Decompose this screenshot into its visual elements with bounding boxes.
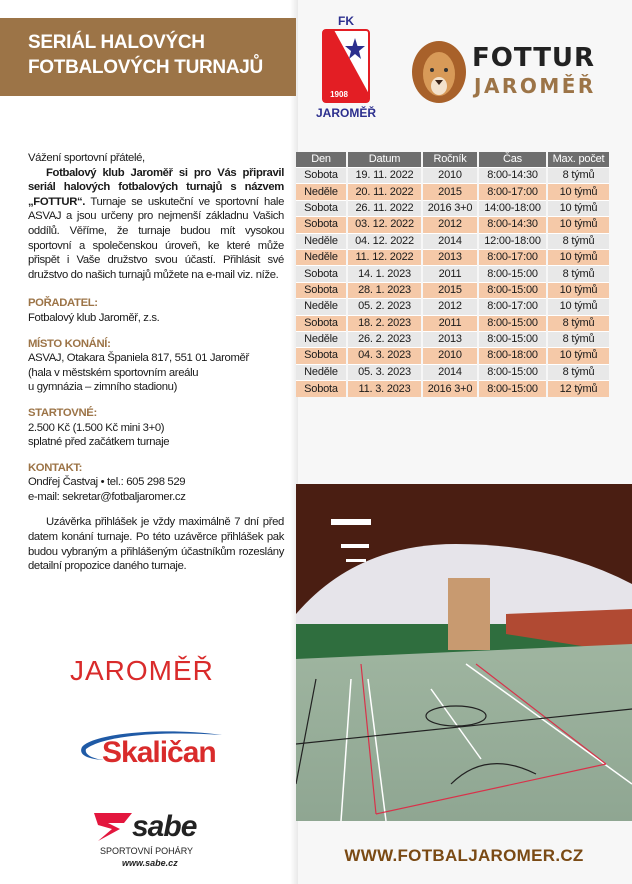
table-cell: 10 týmů (547, 217, 610, 233)
venue-line: (hala v městském sportovním areálu (28, 366, 199, 379)
sabe-url: www.sabe.cz (122, 858, 178, 868)
table-cell: 2011 (422, 315, 478, 331)
table-cell: Sobota (296, 348, 347, 364)
table-row (296, 168, 610, 184)
table-cell: Neděle (296, 233, 347, 249)
table-cell: 2016 3+0 (422, 200, 478, 216)
table-cell: 03. 12. 2022 (347, 217, 422, 233)
sabe-swoosh-icon (94, 813, 134, 843)
table-cell: 26. 2. 2023 (347, 331, 422, 347)
table-cell: 14. 1. 2023 (347, 266, 422, 282)
header-cell: Den (296, 152, 347, 168)
title-banner (0, 18, 296, 96)
fee-label: STARTOVNÉ: (28, 406, 97, 419)
table-row (296, 217, 610, 233)
table-cell: 2015 (422, 282, 478, 298)
skalican-wordmark: Skaličan (102, 736, 216, 769)
table-cell: 8 týmů (547, 233, 610, 249)
venue-section (28, 337, 284, 395)
table-row (296, 364, 610, 380)
table-cell: 2016 3+0 (422, 381, 478, 397)
table-cell: Neděle (296, 249, 347, 265)
table-cell: 2010 (422, 168, 478, 184)
table-cell: 28. 1. 2023 (347, 282, 422, 298)
svg-text:1908: 1908 (330, 90, 348, 99)
website-link[interactable]: WWW.FOTBALJAROMER.CZ (344, 846, 584, 865)
table-cell: 8:00-15:00 (478, 364, 547, 380)
table-cell: 11. 12. 2022 (347, 249, 422, 265)
table-cell: 2012 (422, 299, 478, 315)
table-cell: Sobota (296, 381, 347, 397)
table-cell: 8:00-15:00 (478, 315, 547, 331)
table-cell: 8:00-17:00 (478, 249, 547, 265)
intro-bold: Fotbalový klub Jaroměř si pro Vás připravil seriál halových fotbalových turnajů s názvem „FOTTUR“. (28, 166, 284, 208)
table-row (296, 249, 610, 265)
table-cell: 2013 (422, 331, 478, 347)
sabe-subtitle: SPORTOVNÍ POHÁRY (100, 846, 194, 856)
table-cell: Sobota (296, 168, 347, 184)
organizer-label: POŘADATEL: (28, 297, 98, 310)
contact-section (28, 461, 284, 505)
table-cell: Sobota (296, 315, 347, 331)
header-cell: Čas (478, 152, 547, 168)
table-cell: 8:00-15:00 (478, 282, 547, 298)
table-cell: 2013 (422, 249, 478, 265)
table-cell: 18. 2. 2023 (347, 315, 422, 331)
sabe-wordmark: sabe (132, 810, 197, 843)
fee-line: 2.500 Kč (1.500 Kč mini 3+0) (28, 421, 165, 434)
table-cell: 2010 (422, 348, 478, 364)
table-row (296, 184, 610, 200)
table-row (296, 381, 610, 397)
intro-paragraph (28, 166, 284, 283)
table-cell: 10 týmů (547, 299, 610, 315)
table-cell: 2014 (422, 364, 478, 380)
svg-text:FK: FK (338, 14, 354, 28)
table-cell: 8:00-14:30 (478, 168, 547, 184)
table-cell: Sobota (296, 266, 347, 282)
table-cell: Neděle (296, 299, 347, 315)
contact-phone: Ondřej Častvaj • tel.: 605 298 529 (28, 476, 186, 489)
table-cell: 8:00-14:30 (478, 217, 547, 233)
venue-line: u gymnázia – zimního stadionu) (28, 381, 177, 394)
header-cell: Datum (347, 152, 422, 168)
fk-city-label: JAROMĚŘ (315, 106, 376, 120)
table-cell: 8 týmů (547, 315, 610, 331)
table-cell: 10 týmů (547, 249, 610, 265)
intro-text: Turnaje se uskuteční ve sportovní hale ASVAJ a jsou určeny pro nejmenší základnu Vašich oddílů. Věříme, že turnaje budou mít vysokou sportovní a společenskou úroveň, ke které může přispět i Vaše družstvo svou účastí. Přihlásit své družstvo do našich turnajů můžete na e-mail viz. níže. (28, 195, 284, 281)
intro-section (28, 151, 284, 282)
sports-hall-photo (296, 484, 632, 821)
venue-label: MÍSTO KONÁNÍ: (28, 337, 111, 350)
venue-line: ASVAJ, Otakara Španiela 817, 551 01 Jaroměř (28, 352, 249, 365)
table-cell: 8:00-15:00 (478, 266, 547, 282)
contact-email[interactable]: e-mail: sekretar@fotbaljaromer.cz (28, 490, 186, 503)
table-cell: 2015 (422, 184, 478, 200)
table-cell: Neděle (296, 184, 347, 200)
table-cell: 14:00-18:00 (478, 200, 547, 216)
table-cell: 2014 (422, 233, 478, 249)
table-header-row (296, 152, 610, 168)
table-cell: 11. 3. 2023 (347, 381, 422, 397)
fottur-wordmark: FOTTUR (472, 43, 596, 73)
fk-jaromer-logo (316, 10, 376, 104)
table-cell: Sobota (296, 282, 347, 298)
contact-label: KONTAKT: (28, 461, 83, 474)
table-cell: 26. 11. 2022 (347, 200, 422, 216)
table-cell: 2012 (422, 217, 478, 233)
table-cell: 10 týmů (547, 200, 610, 216)
table-cell: 8:00-18:00 (478, 348, 547, 364)
table-cell: 10 týmů (547, 282, 610, 298)
table-cell: Neděle (296, 331, 347, 347)
jaromer-city-logo: JAROMĚŘ (70, 655, 214, 686)
table-cell: 8 týmů (547, 266, 610, 282)
table-cell: 8 týmů (547, 331, 610, 347)
table-cell: Sobota (296, 200, 347, 216)
fottur-city: JAROMĚŘ (474, 74, 596, 98)
table-row (296, 299, 610, 315)
title-line-1: SERIÁL HALOVÝCH (28, 32, 205, 53)
table-row (296, 200, 610, 216)
table-cell: Sobota (296, 217, 347, 233)
table-cell: 12:00-18:00 (478, 233, 547, 249)
table-cell: 8:00-15:00 (478, 381, 547, 397)
schedule-table (296, 152, 611, 397)
organizer-section (28, 296, 284, 325)
title-line-2: FOTBALOVÝCH TURNAJŮ (28, 57, 263, 78)
table-row (296, 282, 610, 298)
table-cell: 04. 3. 2023 (347, 348, 422, 364)
table-cell: 12 týmů (547, 381, 610, 397)
lion-logo-icon (410, 40, 468, 106)
table-cell: 8:00-15:00 (478, 331, 547, 347)
fee-section (28, 406, 284, 450)
table-row (296, 348, 610, 364)
table-cell: 20. 11. 2022 (347, 184, 422, 200)
table-row (296, 315, 610, 331)
table-cell: 8 týmů (547, 364, 610, 380)
table-cell: 05. 2. 2023 (347, 299, 422, 315)
table-row (296, 331, 610, 347)
table-row (296, 233, 610, 249)
table-cell: 2011 (422, 266, 478, 282)
fee-line: splatné před začátkem turnaje (28, 436, 170, 449)
table-cell: 05. 3. 2023 (347, 364, 422, 380)
deadline-paragraph: Uzávěrka přihlášek je vždy maximálně 7 dní před datem konání turnaje. Po této uzávěrce přihlášek pak budou vybraným a přihlášeným účastníkům rozeslány detailní propozice daného turnaje. (28, 516, 284, 573)
organizer-value: Fotbalový klub Jaroměř, z.s. (28, 311, 160, 324)
table-cell: 8:00-17:00 (478, 184, 547, 200)
table-cell: 10 týmů (547, 184, 610, 200)
table-cell: 8:00-17:00 (478, 299, 547, 315)
header-cell: Ročník (422, 152, 478, 168)
greeting: Vážení sportovní přátelé, (28, 152, 145, 164)
table-cell: 8 týmů (547, 168, 610, 184)
table-cell: 10 týmů (547, 348, 610, 364)
header-cell: Max. počet (547, 152, 610, 168)
left-text-column (28, 151, 284, 574)
table-cell: 19. 11. 2022 (347, 168, 422, 184)
table-row (296, 266, 610, 282)
table-cell: Neděle (296, 364, 347, 380)
table-cell: 04. 12. 2022 (347, 233, 422, 249)
